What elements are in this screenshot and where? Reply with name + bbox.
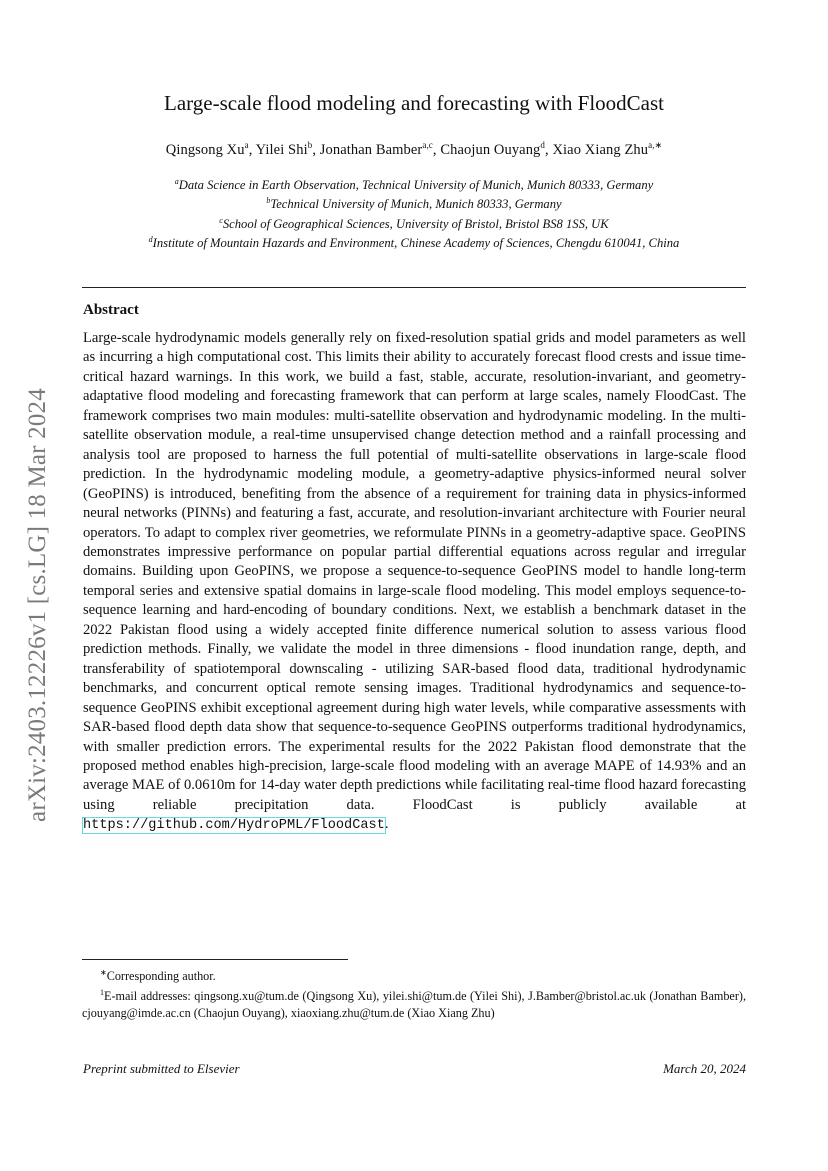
author-list: Qingsong Xu$^a$, Yilei Shi$^b$, Jonathan Bamber$^{a,c}$, Chaojun Ouyang$^d$, Xiao Xiang Zhu$^{a,∗}$ — [165, 140, 663, 158]
github-link[interactable]: https://github.com/HydroPML/FloodCast — [83, 818, 385, 834]
author: Jonathan Bamber$^{a,c}$ — [319, 140, 433, 158]
author: Yilei Shi$^b$ — [255, 140, 313, 158]
email-addresses-note: $^1$E-mail addresses: qingsong.xu@tum.de (Qingsong Xu), yilei.shi@tum.de (Yilei Shi), J.Bamber@bristol.ac.uk (Jonathan Bamber), cjouyang@imde.ac.cn (Chaojun Ouyang), xiaoxiang.zhu@tum.de (Xiao Xiang Zhu) — [82, 987, 746, 1020]
author: Chaojun Ouyang$^d$ — [440, 140, 546, 158]
paper-title: Large-scale flood modeling and forecasting with FloodCast — [164, 91, 664, 115]
footnote-rule — [82, 959, 348, 960]
corresponding-author-note: ∗Corresponding author. — [100, 968, 216, 984]
affiliation-list — [82, 174, 746, 252]
author: Xiao Xiang Zhu$^{a,∗}$ — [552, 140, 663, 158]
arxiv-id-text: arXiv:2403.12226v1 [cs.LG] 18 Mar 2024 — [24, 388, 52, 822]
affiliation: $^a$Data Science in Earth Observation, Technical University of Munich, Munich 80333, Germany — [174, 177, 654, 193]
footer-preprint-note: Preprint submitted to Elsevier — [83, 1061, 240, 1076]
arxiv-identifier-stamp — [23, 360, 53, 850]
abstract-text: Large-scale hydrodynamic models generally rely on fixed-resolution spatial grids and model parameters as well as incurring a high computational cost. This limits their ability to accurately forecast flood crests and issue time-critical hazard warnings. In this work, we build a fast, stable, accurate, resolution-invariant, and geometry-adaptative flood modeling and forecasting framework that can perform at large scales, namely FloodCast. The framework comprises two main modules: multi-satellite observation and hydrodynamic modeling. In the multi-satellite observation module, a real-time unsupervised change detection method and a rainfall processing and analysis tool are proposed to harness the full potential of multi-satellite observations in large-scale flood prediction. In the hydrodynamic modeling module, a geometry-adaptive physics-informed neural solver (GeoPINS) is introduced, benefiting from the absence of a requirement for training data in physics-informed neural networks (PINNs) and featuring a fast, accurate, and resolution-invariant architecture with Fourier neural operators. To adapt to complex river geometries, we reformulate PINNs in a geometry-adaptive space. GeoPINS demonstrates impressive performance on popular partial differential equations across regular and irregular domains. Building upon GeoPINS, we propose a sequence-to-sequence GeoPINS model to handle long-term temporal series and extensive spatial domains in large-scale flood modeling. This model employs sequence-to-sequence learning and hard-encoding of boundary conditions. Next, we establish a benchmark dataset in the 2022 Pakistan flood using a widely accepted finite difference numerical solution to assess various flood prediction methods. Finally, we validate the model in three dimensions - flood inundation range, depth, and transferability of spatiotemporal downscaling - utilizing SAR-based flood data, traditional hydrodynamic benchmarks, and concurrent optical remote sensing images. Traditional hydrodynamics and sequence-to-sequence GeoPINS exhibit exceptional agreement during high water levels, while comparative assessments with SAR-based flood depth data show that sequence-to-sequence GeoPINS outperforms traditional hydrodynamics, with smaller prediction errors. The experimental results for the 2022 Pakistan flood demonstrate that the proposed method enables high-precision, large-scale flood modeling with an average MAPE of 14.93% and an average MAE of 0.0610m for 14-day water depth predictions while facilitating real-time flood hazard forecasting using reliable precipitation data. FloodCast is publicly available at — [83, 330, 746, 813]
abstract-body: Large-scale hydrodynamic models generally rely on fixed-resolution spatial grids and model parameters as well as incurring a high computational cost. This limits their ability to accurately forecast flood crests and issue time-critical hazard warnings. In this work, we build a fast, stable, accurate, resolution-invariant, and geometry-adaptative flood modeling and forecasting framework that can perform at large scales, namely FloodCast. The framework comprises two main modules: multi-satellite observation and hydrodynamic modeling. In the multi-satellite observation module, a real-time unsupervised change detection method and a rainfall processing and analysis tool are proposed to harness the full potential of multi-satellite observations in large-scale flood prediction. In the hydrodynamic modeling module, a geometry-adaptive physics-informed neural solver (GeoPINS) is introduced, benefiting from the absence of a requirement for training data in physics-informed neural networks (PINNs) and featuring a fast, accurate, and resolution-invariant architecture with Fourier neural operators. To adapt to complex river geometries, we reformulate PINNs in a geometry-adaptive space. GeoPINS demonstrates impressive performance on popular partial differential equations across regular and irregular domains. Building upon GeoPINS, we propose a sequence-to-sequence GeoPINS model to handle long-term temporal series and extensive spatial domains in large-scale flood modeling. This model employs sequence-to-sequence learning and hard-encoding of boundary conditions. Next, we establish a benchmark dataset in the 2022 Pakistan flood using a widely accepted finite difference numerical solution to assess various flood prediction methods. Finally, we validate the model in three dimensions - flood inundation range, depth, and transferability of spatiotemporal downscaling - utilizing SAR-based flood data, traditional hydrodynamic benchmarks, and concurrent optical remote sensing images. Traditional hydrodynamics and sequence-to-sequence GeoPINS exhibit exceptional agreement during high water levels, while comparative assessments with SAR-based flood depth data show that sequence-to-sequence GeoPINS outperforms traditional hydrodynamics, with smaller prediction errors. The experimental results for the 2022 Pakistan flood demonstrate that the proposed method enables high-precision, large-scale flood modeling with an average MAPE of 14.93% and an average MAE of 0.0610m for 14-day water depth predictions while facilitating real-time flood hazard forecasting using reliable precipitation data. FloodCast is publicly available at https://github.com/HydroPML/FloodCast. — [83, 330, 746, 834]
affiliation: $^d$Institute of Mountain Hazards and Environment, Chinese Academy of Sciences, Chengdu 610041, China — [148, 235, 680, 251]
abstract-heading: Abstract — [83, 302, 139, 318]
footer-date: March 20, 2024 — [663, 1061, 746, 1076]
footnotes — [82, 965, 746, 1022]
affiliation: $^c$School of Geographical Sciences, University of Bristol, Bristol BS8 1SS, UK — [219, 215, 609, 232]
affiliation: $^b$Technical University of Munich, Munich 80333, Germany — [266, 196, 562, 212]
author: Qingsong Xu$^a$ — [165, 140, 249, 158]
abstract-top-rule — [82, 287, 746, 288]
